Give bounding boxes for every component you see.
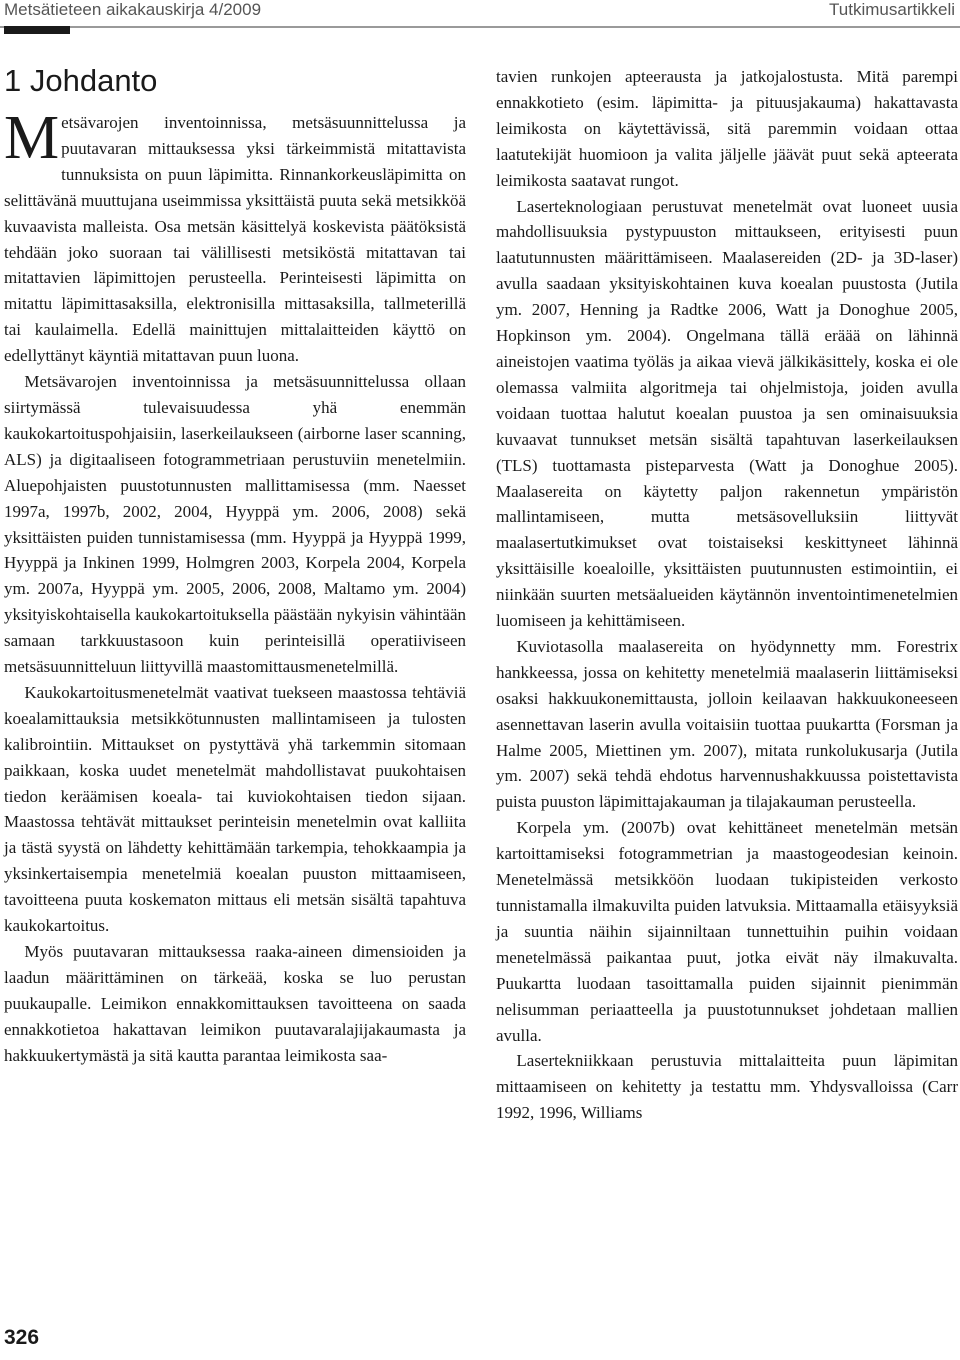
journal-title: Metsätieteen aikakauskirja 4/2009 xyxy=(4,0,262,19)
paragraph-text: etsävarojen inventoinnissa, metsäsuunnittelussa ja puutavaran mittauksessa yksi tärkeimmistä mitattavista tunnuksista on puun läpimitta. Rinnankorkeusläpimitta on selittävänä muuttujana useimmissa yksittäistä puuta sekä metsikköä kuvaavista malleista. Osa metsän käsittelyä koskevista päätöksistä tehdään joko suoraan tai välillisesti metsiköstä mitattavan tai mitattavien läpimittojen perusteella. Perinteisesti läpimitta on mitattu läpimittasaksilla, elektronisilla mittasaksilla, tallmeterillä tai kaulaimella. Edellä mainittujen mittalaitteiden käyttö on edellyttänyt käyntiä mitattavan puun luona. xyxy=(4,113,466,366)
header-accent-bar xyxy=(4,26,70,34)
paragraph: Metsävarojen inventoinnissa ja metsäsuunnittelussa ollaan siirtymässä tulevaisuudessa yhä enemmän kaukokartoituspohjaisiin, laserkeilaukseen (airborne laser scanning, ALS) ja digitaaliseen fotogrammetriaan perustuviin menetelmiin. Aluepohjaisten puustotunnusten mallittamisessa (mm. Naesset 1997a, 1997b, 2002, 2004, Hyyppä ym. 2006, 2008) sekä yksittäisten puiden tunnistamisessa (mm. Hyyppä ja Hyyppä 1999, Hyyppä ja Inkinen 1999, Holmgren 2003, Korpela 2004, Korpela ym. 2007a, Hyyppä ym. 2005, 2006, 2008, Maltamo ym. 2004) yksityiskohtaisella kaukokartoituksella päästään nykyisin vähintään samaan tarkkuustasoon kuin perinteisillä operatiiviseen metsäsuunnitteluun liittyvillä maastomittausmenetelmillä. xyxy=(4,372,466,677)
paragraph-continued: tavien runkojen apteerausta ja jatkojalostusta. Mitä parempi ennakkotieto (esim. läpimitta- ja pituusjakauma) hakattavasta leimikosta on käytettävissä, sitä paremmin voidaan ottaa laatutekijät huomioon ja valita jäljelle jäävät puut sekä apteerata leimikosta saatavat rungot. xyxy=(496,67,958,190)
paragraph: Kaukokartoitusmenetelmät vaativat tuekseen maastossa tehtäviä koealamittauksia metsikkötunnusten mallintamiseen ja tulosten kalibrointiin. Mittaukset on pystyttävä yhä tarkemmin sitomaan paikkaan, koska uudet menetelmät mahdollistavat puukohtaisen tiedon keräämisen koeala- tai kuviokohtaisen tiedon sijaan. Maastossa tehtävät mittaukset perinteisin menetelmin ovat kalliita ja tästä syystä on lähdetty kehittämään tarkempia, tehokkaampia ja yksinkertaisempia menetelmiä koealan puuston mittaamiseen, tavoitteena puuta koskematon mittaus eli metsän sisältä tapahtuva kaukokartoitus. xyxy=(4,682,466,936)
right-column xyxy=(496,64,958,1126)
left-column xyxy=(4,64,466,1069)
section-title: 1 Johdanto xyxy=(4,63,158,98)
paragraph: Korpela ym. (2007b) ovat kehittäneet menetelmän metsän kartoittamiseksi fotogrammetrian ja maastogeodesian keinoin. Menetelmässä metsikköön luodaan tukipisteiden verkosto tunnistamalla ilmakuvilta puiden latvuksia. Mittaamalla etäisyyksiä ja suuntia näihin sijainniltaan tunnettuihin puihin voidaan menetelmässä paikantaa puut, jotka eivät näy ilmakuvalta. Puukartta luodaan tasoittamalla puiden sijainnit pienimmän nelisumman periaatteella ja puustotunnukset johdetaan mallien avulla. xyxy=(496,818,958,1045)
drop-cap: M xyxy=(4,104,60,172)
page-number: 326 xyxy=(4,1326,40,1349)
article-type-label: Tutkimusartikkeli xyxy=(829,0,955,19)
paragraph: Laserteknologiaan perustuvat menetelmät ovat luoneet uusia mahdollisuuksia pystypuuston mittaukseen, erityisesti puun laatutunnusten määrittämiseen. Maalasereiden (2D- ja 3D-laser) avulla saadaan yksityiskohtainen kuva koealan puustosta (Jutila ym. 2007, Henning ja Radtke 2006, Watt ja Donoghue 2005, Hopkinson ym. 2004). Ongelmana tällä eräää on lähinnä aineistojen vaatima työläs ja aikaa vievä jälkikäsittely, koska ei ole olemassa valmiita algoritmeja tai ohjelmistoja, joiden avulla voidaan tuottaa halutut koealan puustoa ja sen ominaisuuksia kuvaavat tunnukset metsän sisältä tapahtuvan laserkeilauksen (TLS) tuottamasta pisteparvesta (Watt ja Donoghue 2005). Maalasereita on käytetty paljon rakennetun ympäristön mallintamiseen, mutta metsäsovelluksiin liittyvät maalasertutkimukset ovat toistaiseksi keskittyneet lähinnä yksittäisille koealoille, yksittäisten puutunnusten estimointiin, ei niinkään suurten metsäalueiden käytännön inventointimenetelmien luomiseen ja kehittämiseen. xyxy=(496,196,958,631)
paragraph xyxy=(4,104,466,369)
header-rule xyxy=(0,26,960,28)
paragraph: Lasertekniikkaan perustuvia mittalaitteita puun läpimitan mittaamiseen on kehitetty ja testattu mm. Yhdysvalloissa (Carr 1992, 1996, Williams xyxy=(496,1051,958,1123)
paragraph: Kuviotasolla maalasereita on hyödynnetty mm. Forestrix hankkeessa, jossa on kehitetty menetelmiä maalaserin liittämiseksi osaksi hakkuukonemittausta, jolloin keilaavan hakkuukoneeseen asennettavan laserin avulla voitaisiin tuottaa puukartta (Forsman ja Halme 2005, Miettinen ym. 2007), mitata runkolukusarja (Jutila ym. 2007) sekä tehdä ehdotus harvennushakkuussa poistettavista puista puuston läpimittajakauman ja tilajakauman perusteella. xyxy=(496,636,958,812)
paragraph: Myös puutavaran mittauksessa raaka-aineen dimensioiden ja laadun määrittäminen on tärkeää, koska se luo perustan puukaupalle. Leimikon ennakkomittauksen tavoitteena on saada ennakkotietoa hakattavan leimikon puutavaralajijakaumasta ja hakkuukertymästä ja sitä kautta parantaa leimikosta saa- xyxy=(4,942,466,1065)
